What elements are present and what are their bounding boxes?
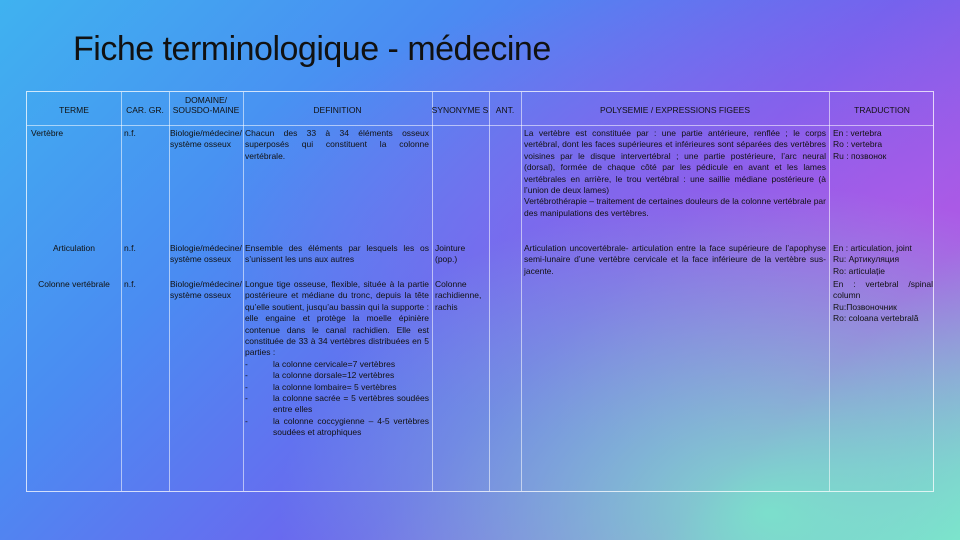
row-3-cat: n.f. — [124, 279, 136, 289]
header-domaine: DOMAINE/ SOUSDO-MAINE — [172, 95, 240, 115]
row-1-terme: Vertèbre — [31, 128, 64, 138]
terminology-table — [26, 91, 934, 492]
row-2-cat: n.f. — [124, 243, 136, 253]
row-3-terme: Colonne vertébrale — [38, 279, 110, 289]
row-3-definition-item-5: - la colonne coccygienne – 4-5 vertèbres soudées et atrophiques — [245, 416, 429, 439]
row-3-synonyme: Colonne rachidienne, rachis — [435, 279, 482, 312]
column-divider — [432, 92, 433, 491]
header-synonyme: SYNONYME S — [431, 105, 489, 115]
header-cat: CAR. GR. — [126, 105, 164, 115]
column-divider — [243, 92, 244, 491]
row-1-polysemie-para-1: La vertèbre est constituée par : une partie antérieure, renflée ; le corps vertébral, dont les faces supérieures et inférieures sont séparées des vertèbres voisines par le disque intervertébral ; une partie postérieure, l’arc neural (dorsal), formée de chaque côté par les pédicule en avant et les lames vertébrales en arrière, le trou vertébral : une saillie médiane postérieure (à l’union de deux lames) — [524, 128, 826, 196]
row-2-polysemie: Articulation uncovertébrale- articulation entre la face supérieure de l’apophyse semi-lunaire d’une vertèbre cervicale et la face inférieure de la vertèbre sus-jacente. — [524, 243, 826, 276]
row-3-definition-item-1: - la colonne cervicale=7 vertèbres — [245, 359, 429, 370]
row-2-definition: Ensemble des éléments par lesquels les os s’unissent les uns aux autres — [245, 243, 429, 265]
row-1-polysemie-para-2: Vertébrothérapie – traitement de certaines douleurs de la colonne vertébrale par des manipulations des vertèbres. — [524, 196, 826, 218]
row-2-traduction-ro: Ro: articulație — [833, 265, 885, 276]
row-2-traduction — [833, 243, 933, 277]
row-3-definition-item-4: - la colonne sacrée = 5 vertèbres soudées entre elles — [245, 393, 429, 416]
header-terme: TERME — [59, 105, 89, 115]
row-3-traduction — [833, 279, 933, 325]
row-3-definition-item-3: - la colonne lombaire= 5 vertèbres — [245, 382, 429, 393]
page-title: Fiche terminologique - médecine — [73, 30, 551, 68]
header-ant: ANT. — [495, 105, 515, 115]
row-1-traduction-en: En : vertebra — [833, 128, 882, 138]
header-traduction: TRADUCTION — [854, 105, 910, 115]
row-3-traduction-ro: Ro: coloana vertebrală — [833, 313, 919, 324]
row-2-domaine: Biologie/médecine/ système osseux — [170, 243, 242, 265]
row-2-traduction-ru: Ru: Артикуляция — [833, 254, 900, 265]
row-3-definition-text: Longue tige osseuse, flexible, située à la partie postérieure et médiane du tronc, depuis la tête qu’elle soutient, jusqu’au bassin qui la supporte : elle engaine et protège la moelle épinière contenue dans le canal rachidien. Elle est constituée de 33 à 34 vertèbres distribuées en 5 parties : — [245, 279, 429, 358]
row-3-traduction-en: En : vertebral /spinal column — [833, 279, 933, 301]
row-1-traduction — [833, 128, 933, 162]
row-1-traduction-ru: Ru : позвонок — [833, 150, 887, 161]
row-2-synonyme: Jointure (pop.) — [435, 243, 466, 265]
column-divider — [521, 92, 522, 491]
row-3-traduction-ru: Ru:Позвоночник — [833, 301, 897, 312]
row-3-domaine: Biologie/médecine/ système osseux — [170, 279, 242, 301]
column-divider — [489, 92, 490, 491]
row-1-cat: n.f. — [124, 128, 136, 138]
row-1-polysemie — [524, 128, 826, 219]
row-3-definition-item-2: - la colonne dorsale=12 vertèbres — [245, 370, 429, 381]
column-divider — [829, 92, 830, 491]
row-3-definition — [245, 279, 429, 439]
row-2-terme: Articulation — [52, 243, 96, 253]
column-divider — [121, 92, 122, 491]
header-polysemie: POLYSEMIE / EXPRESSIONS FIGEES — [599, 105, 751, 115]
row-1-definition: Chacun des 33 à 34 éléments osseux superposés qui constituent la colonne vertébrale. — [245, 128, 429, 161]
row-1-domaine: Biologie/médecine/ système osseux — [170, 128, 242, 150]
row-2-traduction-en: En : articulation, joint — [833, 243, 912, 253]
header-definition: DEFINITION — [313, 105, 362, 115]
row-1-traduction-ro: Ro : vertebra — [833, 139, 883, 150]
